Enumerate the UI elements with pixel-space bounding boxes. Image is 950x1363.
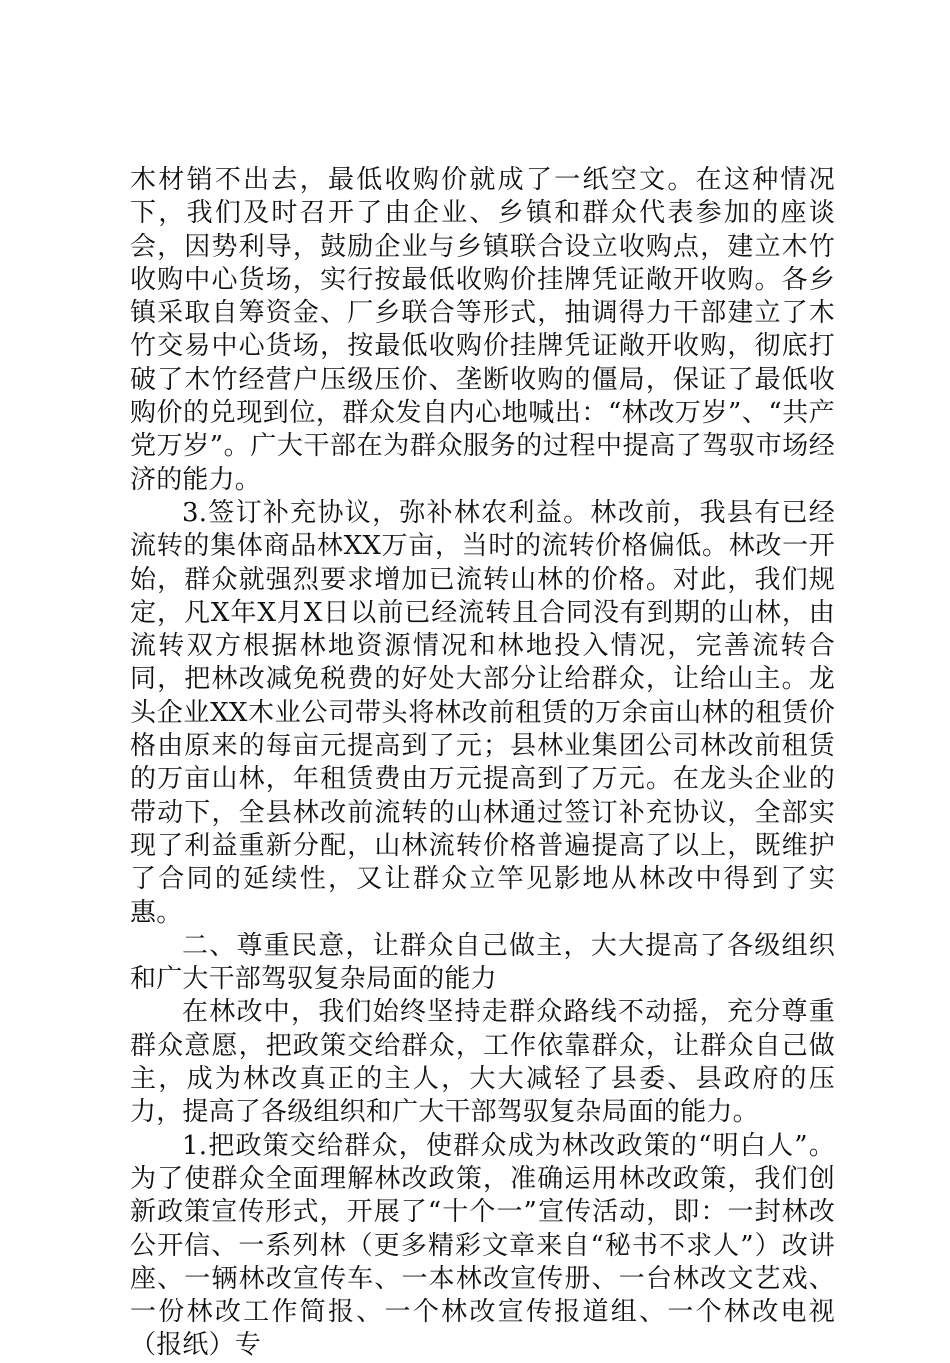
paragraph-continuation: 木材销不出去，最低收购价就成了一纸空文。在这种情况下，我们及时召开了由企业、乡镇和群众代表参加的座谈会，因势利导，鼓励企业与乡镇联合设立收购点，建立木竹收购中心货场，实行按最低收购价挂牌凭证敞开收购。各乡镇采取自筹资金、厂乡联合等形式，抽调得力干部建立了木竹交易中心货场，按最低收购价挂牌凭证敞开收购，彻底打破了木竹经营户压级压价、垄断收购的僵局，保证了最低收购价的兑现到位，群众发自内心地喊出：“林改万岁”、“共产党万岁”。广大干部在为群众服务的过程中提高了驾驭市场经济的能力。 [130, 165, 835, 495]
document-body [130, 164, 835, 1363]
section-heading-2: 二、尊重民意，让群众自己做主，大大提高了各级组织和广大干部驾驭复杂局面的能力 [130, 930, 835, 995]
paragraph-section-intro: 在林改中，我们始终坚持走群众路线不动摇，充分尊重群众意愿，把政策交给群众，工作依靠群众，让群众自己做主，成为林改真正的主人，大大减轻了县委、县政府的压力，提高了各级组织和广大干部驾驭复杂局面的能力。 [130, 997, 835, 1128]
paragraph-item-3: 3.签订补充协议，弥补林农利益。林改前，我县有已经流转的集体商品林XX万亩，当时的流转价格偏低。林改一开始，群众就强烈要求增加已流转山林的价格。对此，我们规定，凡X年X月X日以前已经流转且合同没有到期的山林，由流转双方根据林地资源情况和林地投入情况，完善流转合同，把林改减免税费的好处大部分让给群众，让给山主。龙头企业XX木业公司带头将林改前租赁的万余亩山林的租赁价格由原来的每亩元提高到了元；县林业集团公司林改前租赁的万亩山林，年租赁费由万元提高到了万元。在龙头企业的带动下，全县林改前流转的山林通过签订补充协议，全部实现了利益重新分配，山林流转价格普遍提高了以上，既维护了合同的延续性，又让群众立竿见影地从林改中得到了实惠。 [130, 497, 835, 928]
paragraph-item-1: 1.把政策交给群众，使群众成为林改政策的“明白人”。为了使群众全面理解林改政策，准确运用林改政策，我们创新政策宣传形式，开展了“十个一”宣传活动，即：一封林改公开信、一系列林（更多精彩文章来自“秘书不求人”）改讲座、一辆林改宣传车、一本林改宣传册、一台林改文艺戏、一份林改工作简报、一个林改宣传报道组、一个林改电视（报纸）专 [130, 1130, 835, 1361]
